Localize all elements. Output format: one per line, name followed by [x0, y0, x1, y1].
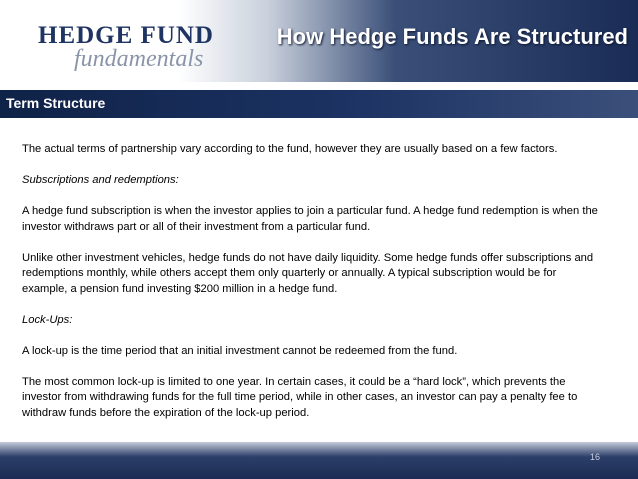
slide-header — [0, 0, 638, 82]
slide-footer — [0, 442, 638, 479]
section-bar — [0, 90, 638, 118]
section-title: Term Structure — [6, 95, 106, 111]
subscriptions-heading: Subscriptions and redemptions: — [22, 174, 179, 186]
lockup-definition-paragraph: A lock-up is the time period that an initial investment cannot be redeemed from the fund. — [22, 344, 458, 357]
page-number: 16 — [589, 452, 600, 462]
liquidity-paragraph: Unlike other investment vehicles, hedge funds do not have daily liquidity. Some hedge funds offer subscriptions and redemptions monthly, while others accept them only quarterly or annually. A typical subscription would be for example, a pension fund investing $200 million in a hedge fund. — [22, 251, 594, 295]
slide-body — [22, 142, 602, 437]
hedge-fund-fundamentals-logo — [16, 22, 226, 72]
logo-main-text: HEDGE FUND — [38, 22, 214, 49]
logo-sub-text: fundamentals — [74, 46, 204, 72]
intro-paragraph: The actual terms of partnership vary according to the fund, however they are usually based on a few factors. — [22, 143, 558, 155]
subscription-definition-paragraph: A hedge fund subscription is when the investor applies to join a particular fund. A hedge fund redemption is when the investor withdraws part or all of their investment from a particular fund. — [22, 205, 598, 233]
lockups-heading: Lock-Ups: — [22, 313, 73, 326]
hard-lock-paragraph: The most common lock-up is limited to one year. In certain cases, it could be a “hard lock”, which prevents the investor from withdrawing funds for the full time period, while in other cases, an investor can pay a penalty fee to withdraw funds before the expiration of the lock-up period. — [22, 375, 578, 419]
slide-title: How Hedge Funds Are Structured — [276, 24, 628, 49]
